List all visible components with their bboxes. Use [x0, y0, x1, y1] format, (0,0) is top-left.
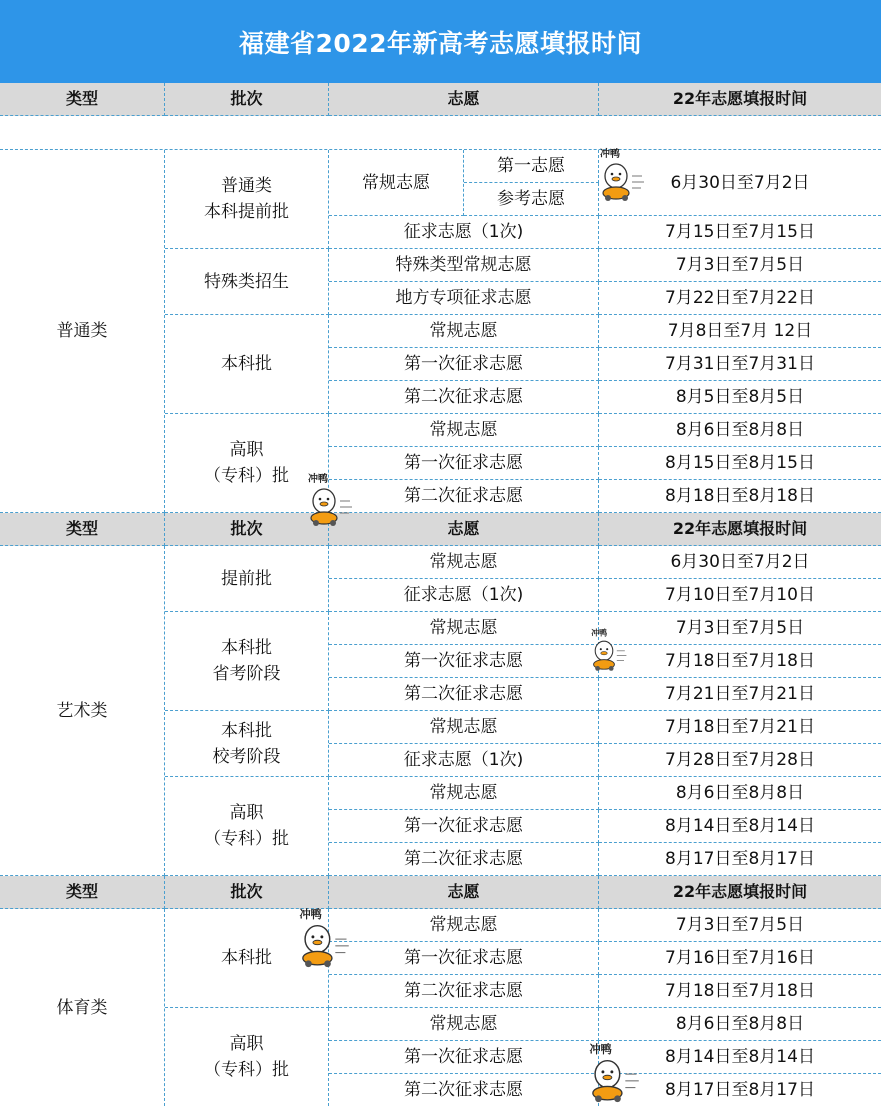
- choice-cell: 征求志愿（1次): [329, 216, 599, 249]
- header-batch: 批次: [165, 876, 329, 909]
- type-cell: 体育类: [0, 909, 165, 1106]
- choice-group-cell: 常规志愿: [329, 150, 464, 216]
- header-time: 22年志愿填报时间: [599, 876, 881, 909]
- time-cell: 8月14日至8月14日: [599, 810, 881, 843]
- time-cell: 7月3日至7月5日: [599, 909, 881, 942]
- header-batch: 批次: [165, 513, 329, 546]
- choice-cell: 地方专项征求志愿: [329, 282, 599, 315]
- time-cell: 7月18日至7月18日: [599, 975, 881, 1008]
- time-cell: 8月17日至8月17日: [599, 843, 881, 876]
- duck-sticker-icon: [588, 626, 628, 674]
- header-batch: 批次: [165, 83, 329, 116]
- sticker-text: 冲鸭: [308, 474, 328, 485]
- choice-cell: 第二次征求志愿: [329, 678, 599, 711]
- batch-cell: 本科批: [165, 909, 329, 1008]
- choice-cell: 常规志愿: [329, 612, 599, 645]
- time-cell: 8月5日至8月5日: [599, 381, 881, 414]
- batch-cell: 本科批 省考阶段: [165, 612, 329, 711]
- time-cell: 8月17日至8月17日: [665, 1080, 815, 1100]
- time-cell: 7月28日至7月28日: [599, 744, 881, 777]
- sticker-text: 冲鸭: [600, 149, 620, 160]
- type-cell: 艺术类: [0, 546, 165, 876]
- batch-cell: 高职 （专科）批: [165, 1008, 329, 1106]
- choice-cell: 第一次征求志愿: [329, 645, 599, 678]
- batch-cell: 本科批 校考阶段: [165, 711, 329, 777]
- choice-cell: 常规志愿: [329, 711, 599, 744]
- choice-cell: 第二次征求志愿: [329, 975, 599, 1008]
- choice-cell: 常规志愿: [329, 315, 599, 348]
- time-cell: 6月30日至7月2日: [599, 546, 881, 579]
- choice-sub-cell: 第一志愿: [464, 150, 599, 183]
- duck-sticker-icon: [295, 905, 351, 971]
- header-time: 22年志愿填报时间: [599, 513, 881, 546]
- sticker-text: 冲鸭: [589, 1042, 612, 1056]
- choice-cell: 征求志愿（1次): [329, 744, 599, 777]
- choice-cell: 第一次征求志愿: [329, 942, 599, 975]
- time-cell: 8月18日至8月18日: [599, 480, 881, 513]
- time-cell: 7月3日至7月5日: [599, 249, 881, 282]
- time-cell: 7月8日至7月 12日: [599, 315, 881, 348]
- batch-cell: 高职 （专科）批: [165, 414, 329, 513]
- duck-sticker-icon: [585, 1040, 641, 1106]
- type-cell: 普通类: [0, 150, 165, 513]
- choice-cell: 征求志愿（1次): [329, 579, 599, 612]
- choice-cell: 常规志愿: [329, 1008, 599, 1041]
- time-cell: 6月30日至7月2日: [599, 150, 881, 216]
- choice-cell: 特殊类型常规志愿: [329, 249, 599, 282]
- choice-cell: 第二次征求志愿: [329, 843, 599, 876]
- sticker-text: 冲鸭: [591, 628, 608, 638]
- time-cell: 7月10日至7月10日: [599, 579, 881, 612]
- header-choice: 志愿: [329, 83, 599, 116]
- duck-sticker-icon: [596, 146, 646, 204]
- choice-sub-cell: 参考志愿: [464, 183, 599, 216]
- blank-row: [0, 116, 881, 150]
- duck-sticker-icon: [304, 471, 354, 529]
- batch-cell: 提前批: [165, 546, 329, 612]
- choice-cell: 常规志愿: [329, 909, 599, 942]
- time-cell: 7月31日至7月31日: [599, 348, 881, 381]
- header-type: 类型: [0, 83, 165, 116]
- header-time: 22年志愿填报时间: [599, 83, 881, 116]
- header-type: 类型: [0, 876, 165, 909]
- time-cell: 7月18日至7月18日: [599, 645, 881, 678]
- batch-cell: 特殊类招生: [165, 249, 329, 315]
- time-cell: 7月21日至7月21日: [599, 678, 881, 711]
- batch-cell: 普通类 本科提前批: [165, 150, 329, 249]
- header-choice: 志愿: [329, 876, 599, 909]
- choice-cell: 第二次征求志愿: [329, 1074, 599, 1106]
- time-cell: 7月16日至7月16日: [599, 942, 881, 975]
- time-cell: 8月6日至8月8日: [599, 1008, 881, 1041]
- time-cell: 7月22日至7月22日: [599, 282, 881, 315]
- choice-cell: 常规志愿: [329, 777, 599, 810]
- time-cell: 7月18日至7月21日: [599, 711, 881, 744]
- choice-cell: 常规志愿: [329, 546, 599, 579]
- choice-cell: 第一次征求志愿: [329, 1041, 599, 1074]
- page-title: 福建省2022年新高考志愿填报时间: [0, 0, 881, 83]
- choice-cell: 第二次征求志愿: [329, 381, 599, 414]
- choice-cell: 常规志愿: [329, 414, 599, 447]
- time-cell: 8月14日至8月14日: [599, 1041, 881, 1074]
- sticker-text: 冲鸭: [299, 907, 322, 921]
- time-cell: 7月3日至7月5日: [599, 612, 881, 645]
- time-cell: 8月6日至8月8日: [599, 414, 881, 447]
- choice-cell: 第一次征求志愿: [329, 348, 599, 381]
- time-cell: 7月15日至7月15日: [599, 216, 881, 249]
- header-choice: 志愿: [329, 513, 599, 546]
- choice-cell: 第二次征求志愿: [329, 480, 599, 513]
- choice-cell: 第一次征求志愿: [329, 810, 599, 843]
- batch-cell: 高职 （专科）批: [165, 777, 329, 876]
- time-cell: 8月15日至8月15日: [599, 447, 881, 480]
- batch-cell: 本科批: [165, 315, 329, 414]
- choice-cell: 第一次征求志愿: [329, 447, 599, 480]
- time-cell: 8月6日至8月8日: [599, 777, 881, 810]
- header-type: 类型: [0, 513, 165, 546]
